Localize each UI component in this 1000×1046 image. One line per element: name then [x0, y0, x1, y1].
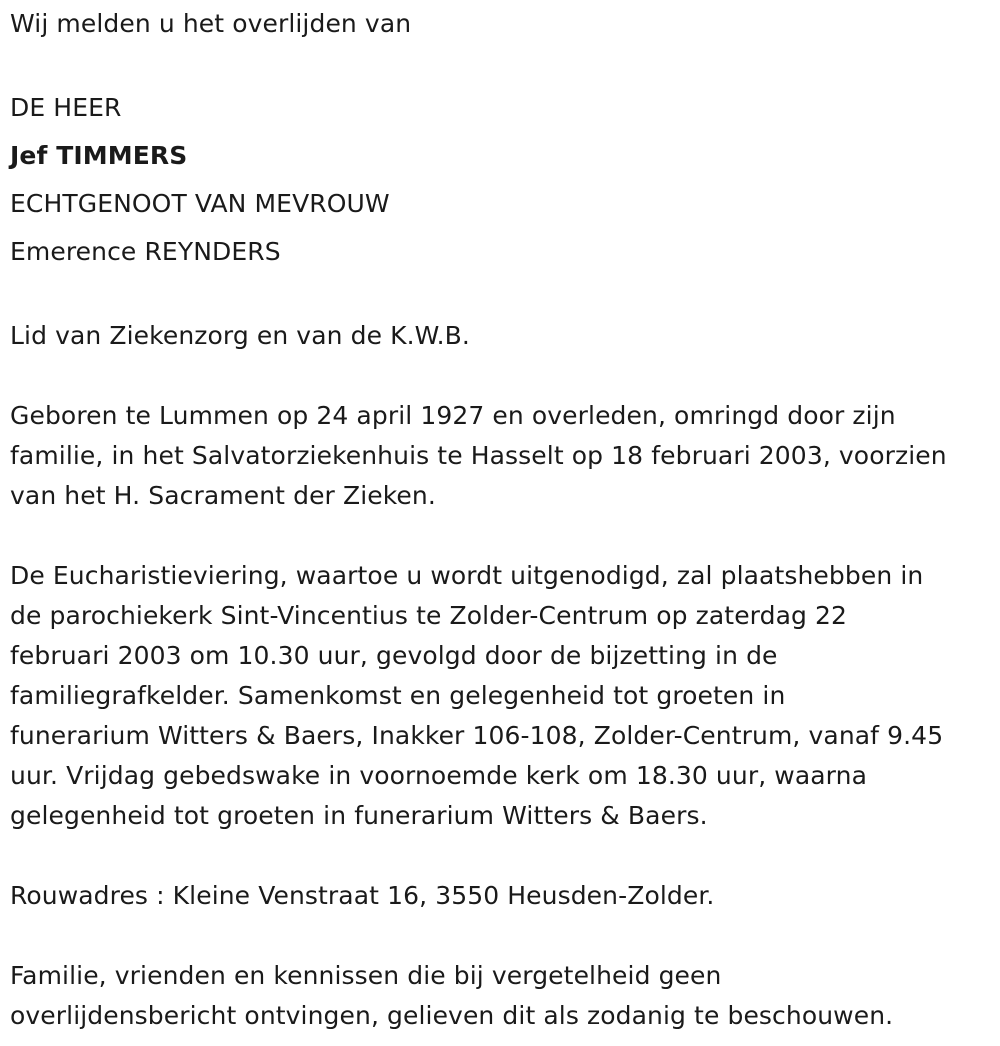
paragraph-line: Geboren te Lummen op 24 april 1927 en overleden, omringd door zijn: [10, 401, 896, 430]
mourning-address: Rouwadres : Kleine Venstraat 16, 3550 Heusden-Zolder.: [10, 881, 715, 910]
paragraph-line: Familie, vrienden en kennissen die bij vergetelheid geen: [10, 961, 722, 990]
ceremony-paragraph: [10, 556, 995, 836]
paragraph-line: gelegenheid tot groeten in funerarium Witters & Baers.: [10, 801, 708, 830]
paragraph-line: overlijdensbericht ontvingen, gelieven dit als zodanig te beschouwen.: [10, 1001, 894, 1030]
paragraph-line: familiegrafkelder. Samenkomst en gelegenheid tot groeten in: [10, 681, 786, 710]
spouse-label: ECHTGENOOT VAN MEVROUW: [10, 189, 390, 218]
paragraph-line: de parochiekerk Sint-Vincentius te Zolder-Centrum op zaterdag 22: [10, 601, 848, 630]
closing-paragraph: [10, 956, 995, 1036]
spacer: [10, 276, 995, 316]
birth-death-paragraph: [10, 396, 995, 516]
paragraph-line: van het H. Sacrament der Zieken.: [10, 481, 436, 510]
paragraph-line: familie, in het Salvatorziekenhuis te Hasselt op 18 februari 2003, voorzien: [10, 441, 947, 470]
intro-text: Wij melden u het overlijden van: [10, 9, 412, 38]
membership-text: Lid van Ziekenzorg en van de K.W.B.: [10, 321, 470, 350]
obituary-notice: [10, 4, 995, 1036]
spacer: [10, 916, 995, 956]
paragraph-line: De Eucharistieviering, waartoe u wordt uitgenodigd, zal plaatshebben in: [10, 561, 924, 590]
deceased-name: Jef TIMMERS: [10, 141, 188, 170]
spacer: [10, 836, 995, 876]
spouse-name: Emerence REYNDERS: [10, 237, 281, 266]
title-line: DE HEER: [10, 93, 122, 122]
paragraph-line: funerarium Witters & Baers, Inakker 106-108, Zolder-Centrum, vanaf 9.45: [10, 721, 944, 750]
paragraph-line: uur. Vrijdag gebedswake in voornoemde kerk om 18.30 uur, waarna: [10, 761, 867, 790]
spacer: [10, 516, 995, 556]
paragraph-line: februari 2003 om 10.30 uur, gevolgd door de bijzetting in de: [10, 641, 778, 670]
spacer: [10, 356, 995, 396]
spacer: [10, 44, 995, 84]
